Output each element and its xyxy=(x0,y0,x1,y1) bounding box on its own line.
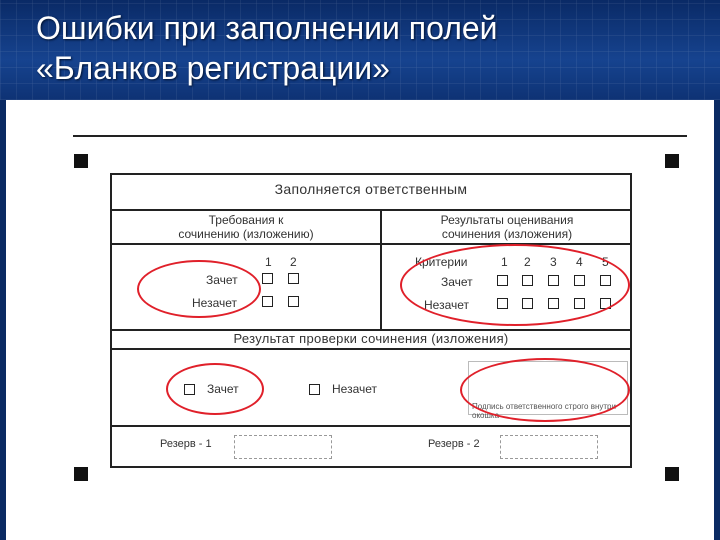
highlight-ring-left-checkboxes xyxy=(137,260,261,318)
form-sheet xyxy=(0,100,720,540)
check-result-title: Результат проверки сочинения (изложения) xyxy=(233,331,509,346)
result-fail-label: Незачет xyxy=(332,382,378,396)
corner-marker-top-right xyxy=(665,154,679,168)
slide-header xyxy=(0,0,720,100)
reserve-2-label: Резерв - 2 xyxy=(428,438,480,450)
left-pass-checkbox-2[interactable] xyxy=(288,273,299,284)
sheet-right-border xyxy=(714,100,720,540)
divider-2 xyxy=(112,243,630,245)
left-pass-label: Зачет xyxy=(206,273,238,287)
slide-title-line-1: Ошибки при заполнении полей xyxy=(36,10,498,46)
left-col-number-2: 2 xyxy=(290,255,297,269)
criteria-number-4: 4 xyxy=(576,255,583,269)
right-section-title-line-1: Результаты оценивания xyxy=(440,213,574,227)
divider-1 xyxy=(112,209,630,211)
corner-marker-bottom-left xyxy=(74,467,88,481)
slide-title xyxy=(36,8,498,88)
form-header: Заполняется ответственным xyxy=(274,181,468,197)
left-fail-checkbox-1[interactable] xyxy=(262,296,273,307)
criteria-fail-label: Незачет xyxy=(424,298,470,312)
reserve-1-field[interactable] xyxy=(234,435,332,459)
highlight-ring-signature xyxy=(460,358,630,422)
left-fail-label: Незачет xyxy=(192,296,238,310)
left-section-title-line-2: сочинению (изложению) xyxy=(178,227,314,241)
right-section-title-line-2: сочинения (изложения) xyxy=(441,227,573,241)
reserve-2-field[interactable] xyxy=(500,435,598,459)
result-pass-label: Зачет xyxy=(207,382,239,396)
divider-5 xyxy=(112,425,630,427)
sheet-left-border xyxy=(0,100,6,540)
criteria-number-1: 1 xyxy=(501,255,508,269)
criteria-pass-label: Зачет xyxy=(441,275,473,289)
highlight-ring-criteria xyxy=(400,244,630,326)
criteria-number-5: 5 xyxy=(602,255,609,269)
left-section-title xyxy=(112,213,380,241)
left-pass-checkbox-1[interactable] xyxy=(262,273,273,284)
divider-4 xyxy=(112,348,630,350)
left-col-number-1: 1 xyxy=(265,255,272,269)
left-fail-checkbox-2[interactable] xyxy=(288,296,299,307)
corner-marker-top-left xyxy=(74,154,88,168)
right-section-title xyxy=(382,213,632,241)
slide-title-line-2: «Бланков регистрации» xyxy=(36,50,390,86)
reserve-1-label: Резерв - 1 xyxy=(160,438,212,450)
criteria-number-3: 3 xyxy=(550,255,557,269)
left-section-title-line-1: Требования к xyxy=(208,213,284,227)
corner-marker-bottom-right xyxy=(665,467,679,481)
result-fail-checkbox[interactable] xyxy=(309,384,320,395)
highlight-ring-pass xyxy=(166,363,264,415)
vertical-divider xyxy=(380,209,382,331)
top-rule xyxy=(73,135,687,137)
criteria-label: Критерии xyxy=(415,255,468,269)
signature-caption: Подпись ответственного строго внутри окошка xyxy=(472,402,616,420)
criteria-number-2: 2 xyxy=(524,255,531,269)
